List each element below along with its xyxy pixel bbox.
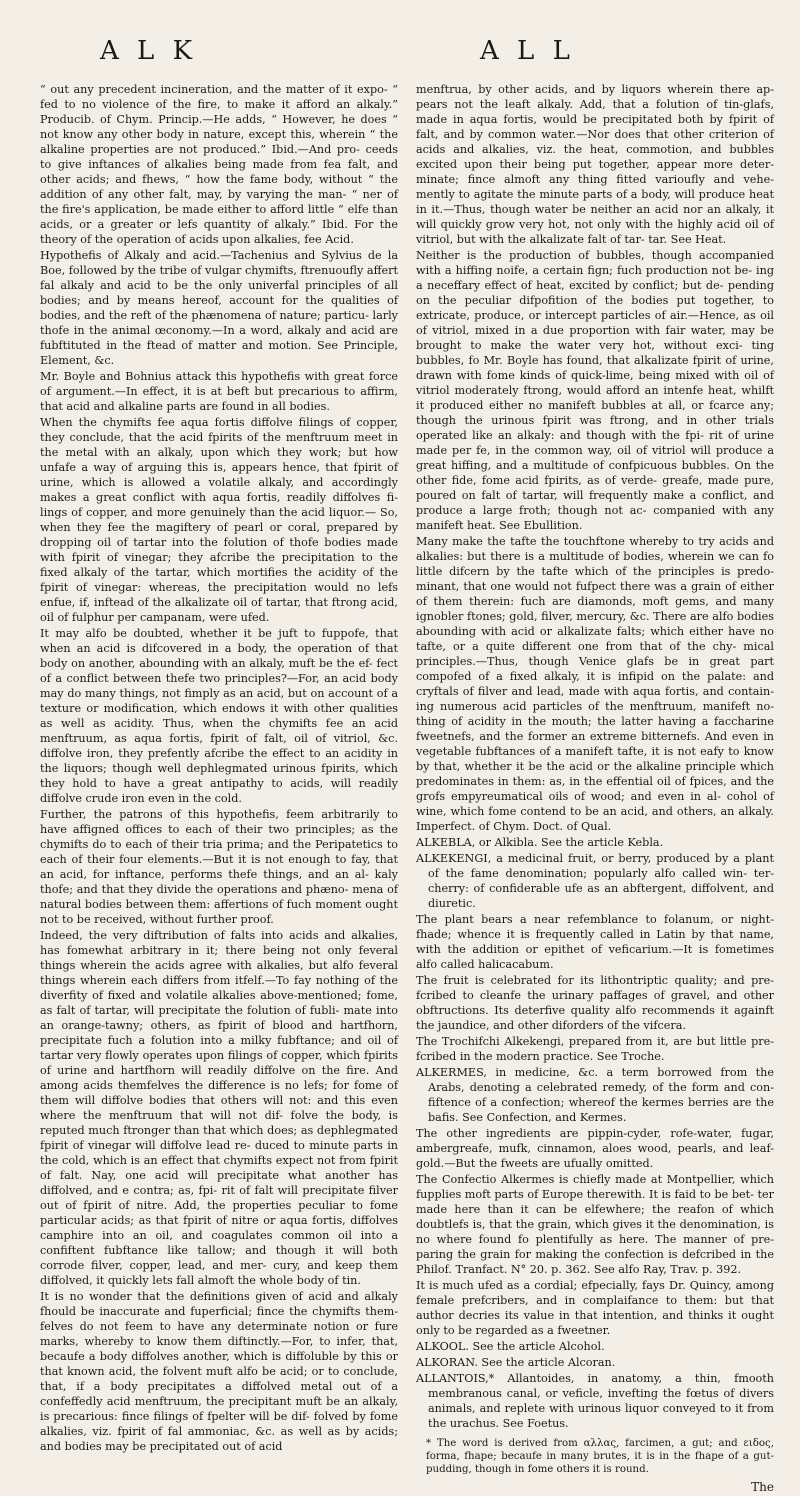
paragraph: It may alfo be doubted, whether it be juft to fuppofe, that when an acid is difcovered in a body, the operation of that body on another, abounding with an alkaly, muft be the ef- fect of a conflict between thefe two principles?—For, an acid body may do many things, not fimply as an acid, but on account of a texture or modification, which endows it with other qualities as well as acidity. Thus, when the chymifts fee an acid menftruum, as aqua fortis, fpirit of falt, oil of vitriol, &c. diffolve iron, they prefently afcribe the effect to an acidity in the liquors; though well dephlegmated urinous fpirits, which they hold to have a great antipathy to acids, will readily diffolve crude iron even in the cold. [40,627,398,805]
dictionary-entry: ALKOOL. See the article Alcohol. [416,1340,605,1353]
footnote: * The word is derived from αλλας, farcimen, a gut; and ειδος, forma, fhape; becaufe in many brutes, it is in the fhape of a gut-pudding, though in fome others it is round. [426,1438,774,1475]
catchword: The [751,1480,774,1494]
paragraph: It is no wonder that the definitions given of acid and alkaly fhould be inaccurate and fuperficial; fince the chymifts them- felves do not feem to have any determinate notion or fure marks, whereby to know them diftinctly.—For, to infer, that, becaufe a body diffolves another, which is diffoluble by this or that known acid, the folvent muft alfo be acid; or to conclude, that, if a body precipitates a diffolved metal out of a confeffedly acid menftruum, the precipitant muft be an alkaly, is precarious: fince filings of fpelter will be dif- folved by fome alkalies, viz. fpirit of fal ammoniac, &c. as well as by acids; and bodies may be precipitated out of acid [40,1290,398,1453]
paragraph: menftrua, by other acids, and by liquors wherein there ap- pears not the leaft alkaly. Add, that a folution of tin-glafs, made in aqua fortis, would be precipitated both by fpirit of falt, and by common water.—Nor does that other criterion of acids and alkalies, viz. the heat, commotion, and bubbles excited upon their being put together, appear more deter- minate; fince almoft any thing fitted varioufly and vehe- mently to agitate the minute parts of a body, will produce heat in it.—Thus, though water be neither an acid nor an alkaly, it will quickly grow very hot, not only with the highly acid oil of vitriol, but with the alkalizate falt of tar- tar. See Heat. [416,83,774,246]
text-columns [40,82,774,1496]
paragraph: Many make the tafte the touchftone whereby to try acids and alkalies: but there is a multitude of bodies, wherein we can fo little difcern by the tafte which of the principles is predo- minant, that one would not fufpect there was a grain of either of them therein: fuch are diamonds, moft gems, and many ignobler ftones; gold, filver, mercury, &c. There are alfo bodies abounding with acid or alkalizate falts; which either have no tafte, or a quite different one from that of the chy- mical principles.—Thus, though Venice glafs be in great part compofed of a fixed alkaly, it is infipid on the palate: and cryftals of filver and lead, made with aqua fortis, and contain- ing numerous acid particles of the menftruum, manifeft no- thing of acidity in the mouth; the latter having a faccharine fweetnefs, and the former an extreme bitternefs. And even in vegetable fubftances of a manifeft tafte, it is not eafy to know by that, whether it be the acid or the alkaline principle which predominates in them: as, in the effential oil of fpices, and the grofs empyreumatical oils of wood; and even in al- cohol of wine, which fome contend to be an acid, and others, an alkaly. Imperfect. of Chym. Doct. of Qual. [416,535,774,833]
dictionary-entry: ALKERMES, in medicine, &c. a term borrowed from the Arabs, denoting a celebrated remedy, of the form and con- fiftence of a confection; whereof the kermes berries are the bafis. See Confection, and Kermes. [416,1066,774,1124]
paragraph: Mr. Boyle and Bohnius attack this hypothefis with great force of argument.—In effect, it is at beft but precarious to affirm, that acid and alkaline parts are found in all bodies. [40,370,398,413]
paragraph: Further, the patrons of this hypothefis, feem arbitrarily to have affigned offices to each of their two principles; as the chymifts do to each of their tria prima; and the Peripatetics to each of their four elements.—But it is not enough to fay, that an acid, for inftance, performs thefe things, and an al- kaly thofe; and that they divide the operations and phæno- mena of natural bodies between them: affertions of fuch moment ought not to be received, without further proof. [40,808,398,926]
paragraph: When the chymifts fee aqua fortis diffolve filings of copper, they conclude, that the acid fpirits of the menftruum meet in the metal with an alkaly, upon which they work; but how unfafe a way of arguing this is, appears hence, that fpirit of urine, which is allowed a volatile alkaly, and accordingly makes a great conflict with aqua fortis, readily diffolves fi- lings of copper, and more genuinely than the acid liquor.— So, when they fee the magiftery of pearl or coral, prepared by dropping oil of tartar into the folution of thofe bodies made with fpirit of vinegar; they afcribe the precipitation to the fixed alkaly of the tartar, which mortifies the acidity of the fpirit of vinegar: whereas, the precipitation would no lefs enfue, if, inftead of the alkalizate oil of tartar, that ftrong acid, oil of fulphur per campanam, were ufed. [40,416,398,624]
running-head [40,0,774,82]
paragraph: The other ingredients are pippin-cyder, rofe-water, fugar, ambergreafe, mufk, cinnamon, aloes wood, pearls, and leaf- gold.—But the fweets are ufually omitted. [416,1127,774,1170]
dictionary-entry: ALKEKENGI, a medicinal fruit, or berry, produced by a plant of the fame denomination; popularly alfo called win- ter-cherry: of confiderable ufe as an abftergent, diffolvent, and diuretic. [416,852,774,910]
running-head-right: A L L [480,36,575,66]
paragraph: Neither is the production of bubbles, though accompanied with a hiffing noife, a certain fign; fuch production not be- ing a neceffary effect of heat, excited by conflict; but de- pending on the peculiar difpofition of the bodies put together, to extricate, produce, or intercept particles of air.—Hence, as oil of vitriol, mixed in a due proportion with fair water, may be brought to make the water very hot, without exci- ting bubbles, fo Mr. Boyle has found, that alkalizate fpirit of urine, drawn with fome kinds of quick-lime, being mixed with oil of vitriol moderately ftrong, would afford an intenfe heat, whilft it produced either no manifeft bubbles at all, or fcarce any; though the urinous fpirit was ftrong, and in other trials operated like an alkaly: and though with the fpi- rit of urine made per fe, in the common way, oil of vitriol will produce a great hiffing, and a multitude of confpicuous bubbles. On the other fide, fome acid fpirits, as of verde- greafe, made pure, poured on falt of tartar, will frequently make a conflict, and produce a large froth; though not ac- companied with any manifeft heat. See Ebullition. [416,249,774,532]
paragraph: The Trochifchi Alkekengi, prepared from it, are but little pre- fcribed in the modern practice. See Troche. [416,1035,774,1063]
dictionary-entry: ALLANTOIS,* Allantoides, in anatomy, a thin, fmooth membranous canal, or veficle, invefting the fœtus of divers animals, and replete with urinous liquor conveyed to it from the urachus. See Foetus. [416,1372,774,1430]
right-column [416,82,774,1496]
paragraph: It is much ufed as a cordial; efpecially, fays Dr. Quincy, among female prefcribers, and in complaifance to them: but that author decries its value in that intention, and thinks it ought only to be regarded as a fweetner. [416,1279,774,1337]
dictionary-entry: ALKEBLA, or Alkibla. See the article Kebla. [416,836,664,849]
paragraph: The fruit is celebrated for its lithontriptic quality; and pre- fcribed to cleanfe the urinary paffages of gravel, and other obftructions. Its deterfive quality alfo recommends it againft the jaundice, and other diforders of the vifcera. [416,974,774,1032]
running-head-left: A L K [100,36,197,66]
dictionary-entry: ALKORAN. See the article Alcoran. [416,1356,616,1369]
paragraph: The Confectio Alkermes is chiefly made at Montpellier, which fupplies moft parts of Europe therewith. It is faid to be bet- ter made here than it can be elfewhere; the reafon of which doubtlefs is, that the grain, which gives it the denomination, is no where found fo plentifully as here. The manner of pre- paring the grain for making the confection is defcribed in the Philof. Tranfact. N° 20. p. 362. See alfo Ray, Trav. p. 392. [416,1173,774,1276]
paragraph: Hypothefis of Alkaly and acid.—Tachenius and Sylvius de la Boe, followed by the tribe of vulgar chymifts, ftrenuoufly affert fal alkaly and acid to be the only univerfal principles of all bodies; and by means hereof, account for the qualities of bodies, and the reft of the phænomena of nature; particu- larly thofe in the animal œconomy.—In a word, alkaly and acid are fubftituted in the ftead of matter and motion. See Principle, Element, &c. [40,249,398,367]
paragraph: “ out any precedent incineration, and the matter of it expo- “ fed to no violence of the fire, to make it afford an alkaly.” Producib. of Chym. Princip.—He adds, “ However, he does “ not know any other body in nature, except this, wherein “ the alkaline properties are not produced.” Ibid.—And pro- ceeds to give inftances of alkalies being made from fea falt, and other acids; and fhews, “ how the fame body, without “ the addition of any other falt, may, by varying the man- “ ner of the fire's application, be made either to afford little “ elfe than acids, or a greater or lefs quantity of alkaly.” Ibid. For the theory of the operation of acids upon alkalies, fee Acid. [40,83,398,246]
paragraph: Indeed, the very diftribution of falts into acids and alkalies, has fomewhat arbitrary in it; there being not only feveral things wherein the acids agree with alkalies, but alfo feveral things wherein each differs from itfelf.—To fay nothing of the diverfity of fixed and volatile alkalies above-mentioned; fome, as falt of tartar, will precipitate the folution of fubli- mate into an orange-tawny; others, as fpirit of blood and hartfhorn, precipitate fuch a folution into a milky fubftance; and oil of tartar very flowly operates upon filings of copper, which fpirits of urine and hartfhorn will readily diffolve on the fire. And among acids themfelves the difference is no lefs; for fome of them will diffolve bodies that others will not: and this even where the menftruum that will not dif- folve the body, is reputed much ftronger than that which does; as dephlegmated fpirit of vinegar will diffolve lead re- duced to minute parts in the cold, which is an effect that chymifts expect not from fpirit of falt. Nay, one acid will precipitate what another has diffolved, and e contra; as, fpi- rit of falt will precipitate filver out of fpirit of nitre. Add, the properties peculiar to fome particular acids; as that fpirit of nitre or aqua fortis, diffolves camphire into an oil, and coagulates common oil into a confiftent fubftance like tallow; and though it will both corrode filver, copper, lead, and mer- cury, and keep them diffolved, it quickly lets fall almoft the whole body of tin. [40,929,398,1287]
left-column [40,82,398,1496]
paragraph: The plant bears a near refemblance to folanum, or night- fhade; whence it is frequently called in Latin by that name, with the addition or epithet of veficarium.—It is fometimes alfo called halicacabum. [416,913,774,971]
